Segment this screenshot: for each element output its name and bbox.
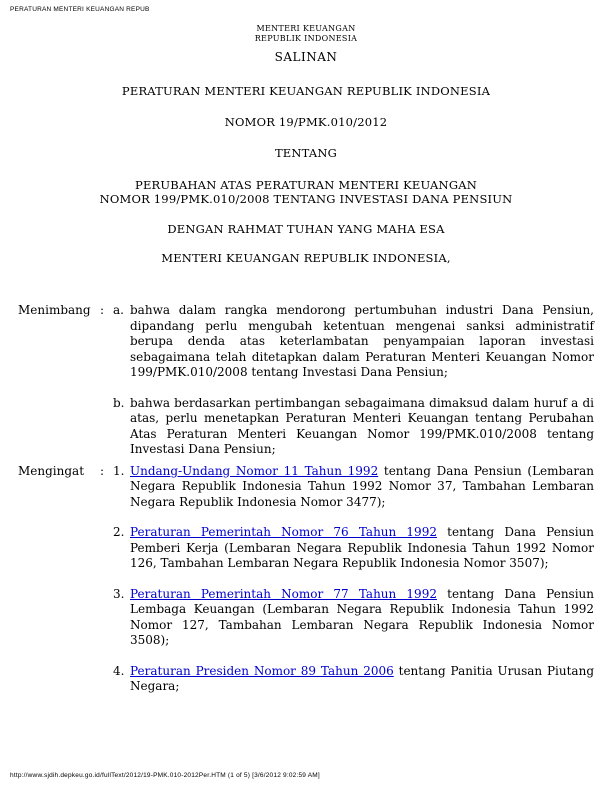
mengingat-colon: : bbox=[100, 463, 105, 478]
item-marker: 4. bbox=[113, 663, 125, 678]
law-link-pp-77-1992[interactable]: Peraturan Pemerintah Nomor 77 Tahun 1992 bbox=[130, 586, 437, 601]
mengingat-section bbox=[18, 464, 594, 695]
legal-basis-text bbox=[130, 664, 594, 695]
legal-basis-text bbox=[130, 525, 594, 572]
legal-basis-item-1 bbox=[113, 464, 594, 511]
legal-basis-rest: tentang Panitia Urusan Piutang Negara; bbox=[130, 663, 595, 693]
legal-basis-item-2 bbox=[113, 525, 594, 572]
legal-basis-item-4 bbox=[113, 664, 594, 695]
regulation-title: PERATURAN MENTERI KEUANGAN REPUBLIK INDONESIA bbox=[121, 84, 491, 98]
legal-basis-text bbox=[130, 587, 594, 649]
browser-print-footer: http://www.sjdih.depkeu.go.id/fullText/2012/19-PMK.010-2012Per.HTM (1 of 5) [3/6/2012 9:02:59 AM] bbox=[10, 772, 320, 779]
item-marker: b. bbox=[113, 395, 125, 410]
consideration-item-a bbox=[113, 303, 594, 381]
consideration-text: bahwa dalam rangka mendorong pertumbuhan industri Dana Pensiun, dipandang perlu mengubah ketentuan mengenai sanksi administratif berupa denda atas keterlambatan penyampaian laporan investasi sebagaimana telah ditetapkan dalam Peraturan Menteri Keuangan Nomor 199/PMK.010/2008 tentang Investasi Dana Pensiun; bbox=[130, 303, 594, 379]
regulation-subject-line2: NOMOR 199/PMK.010/2008 TENTANG INVESTASI DANA PENSIUN bbox=[99, 191, 513, 206]
letterhead-ministry: MENTERI KEUANGAN bbox=[256, 24, 356, 33]
law-link-pp-76-1992[interactable]: Peraturan Pemerintah Nomor 76 Tahun 1992 bbox=[130, 525, 437, 539]
law-link-perpres-89-2006[interactable]: Peraturan Presiden Nomor 89 Tahun 2006 bbox=[130, 663, 394, 678]
consideration-item-b bbox=[113, 396, 594, 458]
item-marker: a. bbox=[113, 303, 124, 317]
legal-basis-rest: tentang Dana Pensiun Lembaga Keuangan (Lembaran Negara Republik Indonesia Tahun 1992 Nomor 127, Tambahan Lembaran Negara Republik Indonesia Nomor 3508); bbox=[130, 586, 594, 647]
menimbang-label: Menimbang bbox=[18, 303, 91, 317]
item-marker: 1. bbox=[113, 463, 125, 478]
legal-basis-rest: tentang Dana Pensiun (Lembaran Negara Republik Indonesia Tahun 1992 Nomor 37, Tambahan Lembaran Negara Republik Indonesia Nomor 3477); bbox=[130, 463, 594, 509]
mengingat-items bbox=[113, 464, 594, 695]
regulation-subject bbox=[18, 179, 594, 206]
legal-basis-text bbox=[130, 464, 594, 511]
mengingat-label: Mengingat bbox=[18, 463, 85, 478]
salinan-label: SALINAN bbox=[274, 50, 338, 64]
menimbang-colon: : bbox=[100, 303, 105, 317]
legal-basis-rest: tentang Dana Pensiun Pemberi Kerja (Lembaran Negara Republik Indonesia Tahun 1992 Nomor 126, Tambahan Lembaran Negara Republik Indonesia Nomor 3507); bbox=[130, 525, 594, 570]
letterhead-republic: REPUBLIK INDONESIA bbox=[254, 33, 358, 43]
menimbang-section bbox=[18, 303, 594, 458]
tentang-label: TENTANG bbox=[274, 146, 338, 160]
item-marker: 2. bbox=[113, 525, 125, 539]
menimbang-items bbox=[113, 303, 594, 458]
law-link-uu-11-1992[interactable]: Undang-Undang Nomor 11 Tahun 1992 bbox=[130, 463, 379, 478]
regulation-number: NOMOR 19/PMK.010/2012 bbox=[224, 115, 388, 129]
letterhead bbox=[18, 24, 594, 43]
minister-line: MENTERI KEUANGAN REPUBLIK INDONESIA, bbox=[161, 251, 451, 265]
rahmat-line: DENGAN RAHMAT TUHAN YANG MAHA ESA bbox=[167, 222, 445, 236]
consideration-text: bahwa berdasarkan pertimbangan sebagaimana dimaksud dalam huruf a di atas, perlu menetapkan Peraturan Menteri Keuangan tentang Perubahan Atas Peraturan Menteri Keuangan Nomor 199/PMK.010/2008 tentang Investasi Dana Pensiun; bbox=[130, 395, 594, 456]
item-marker: 3. bbox=[113, 586, 125, 601]
regulation-subject-line1: PERUBAHAN ATAS PERATURAN MENTERI KEUANGAN bbox=[135, 178, 477, 192]
browser-print-header: PERATURAN MENTERI KEUANGAN REPUB bbox=[10, 6, 150, 13]
legal-basis-item-3 bbox=[113, 587, 594, 649]
